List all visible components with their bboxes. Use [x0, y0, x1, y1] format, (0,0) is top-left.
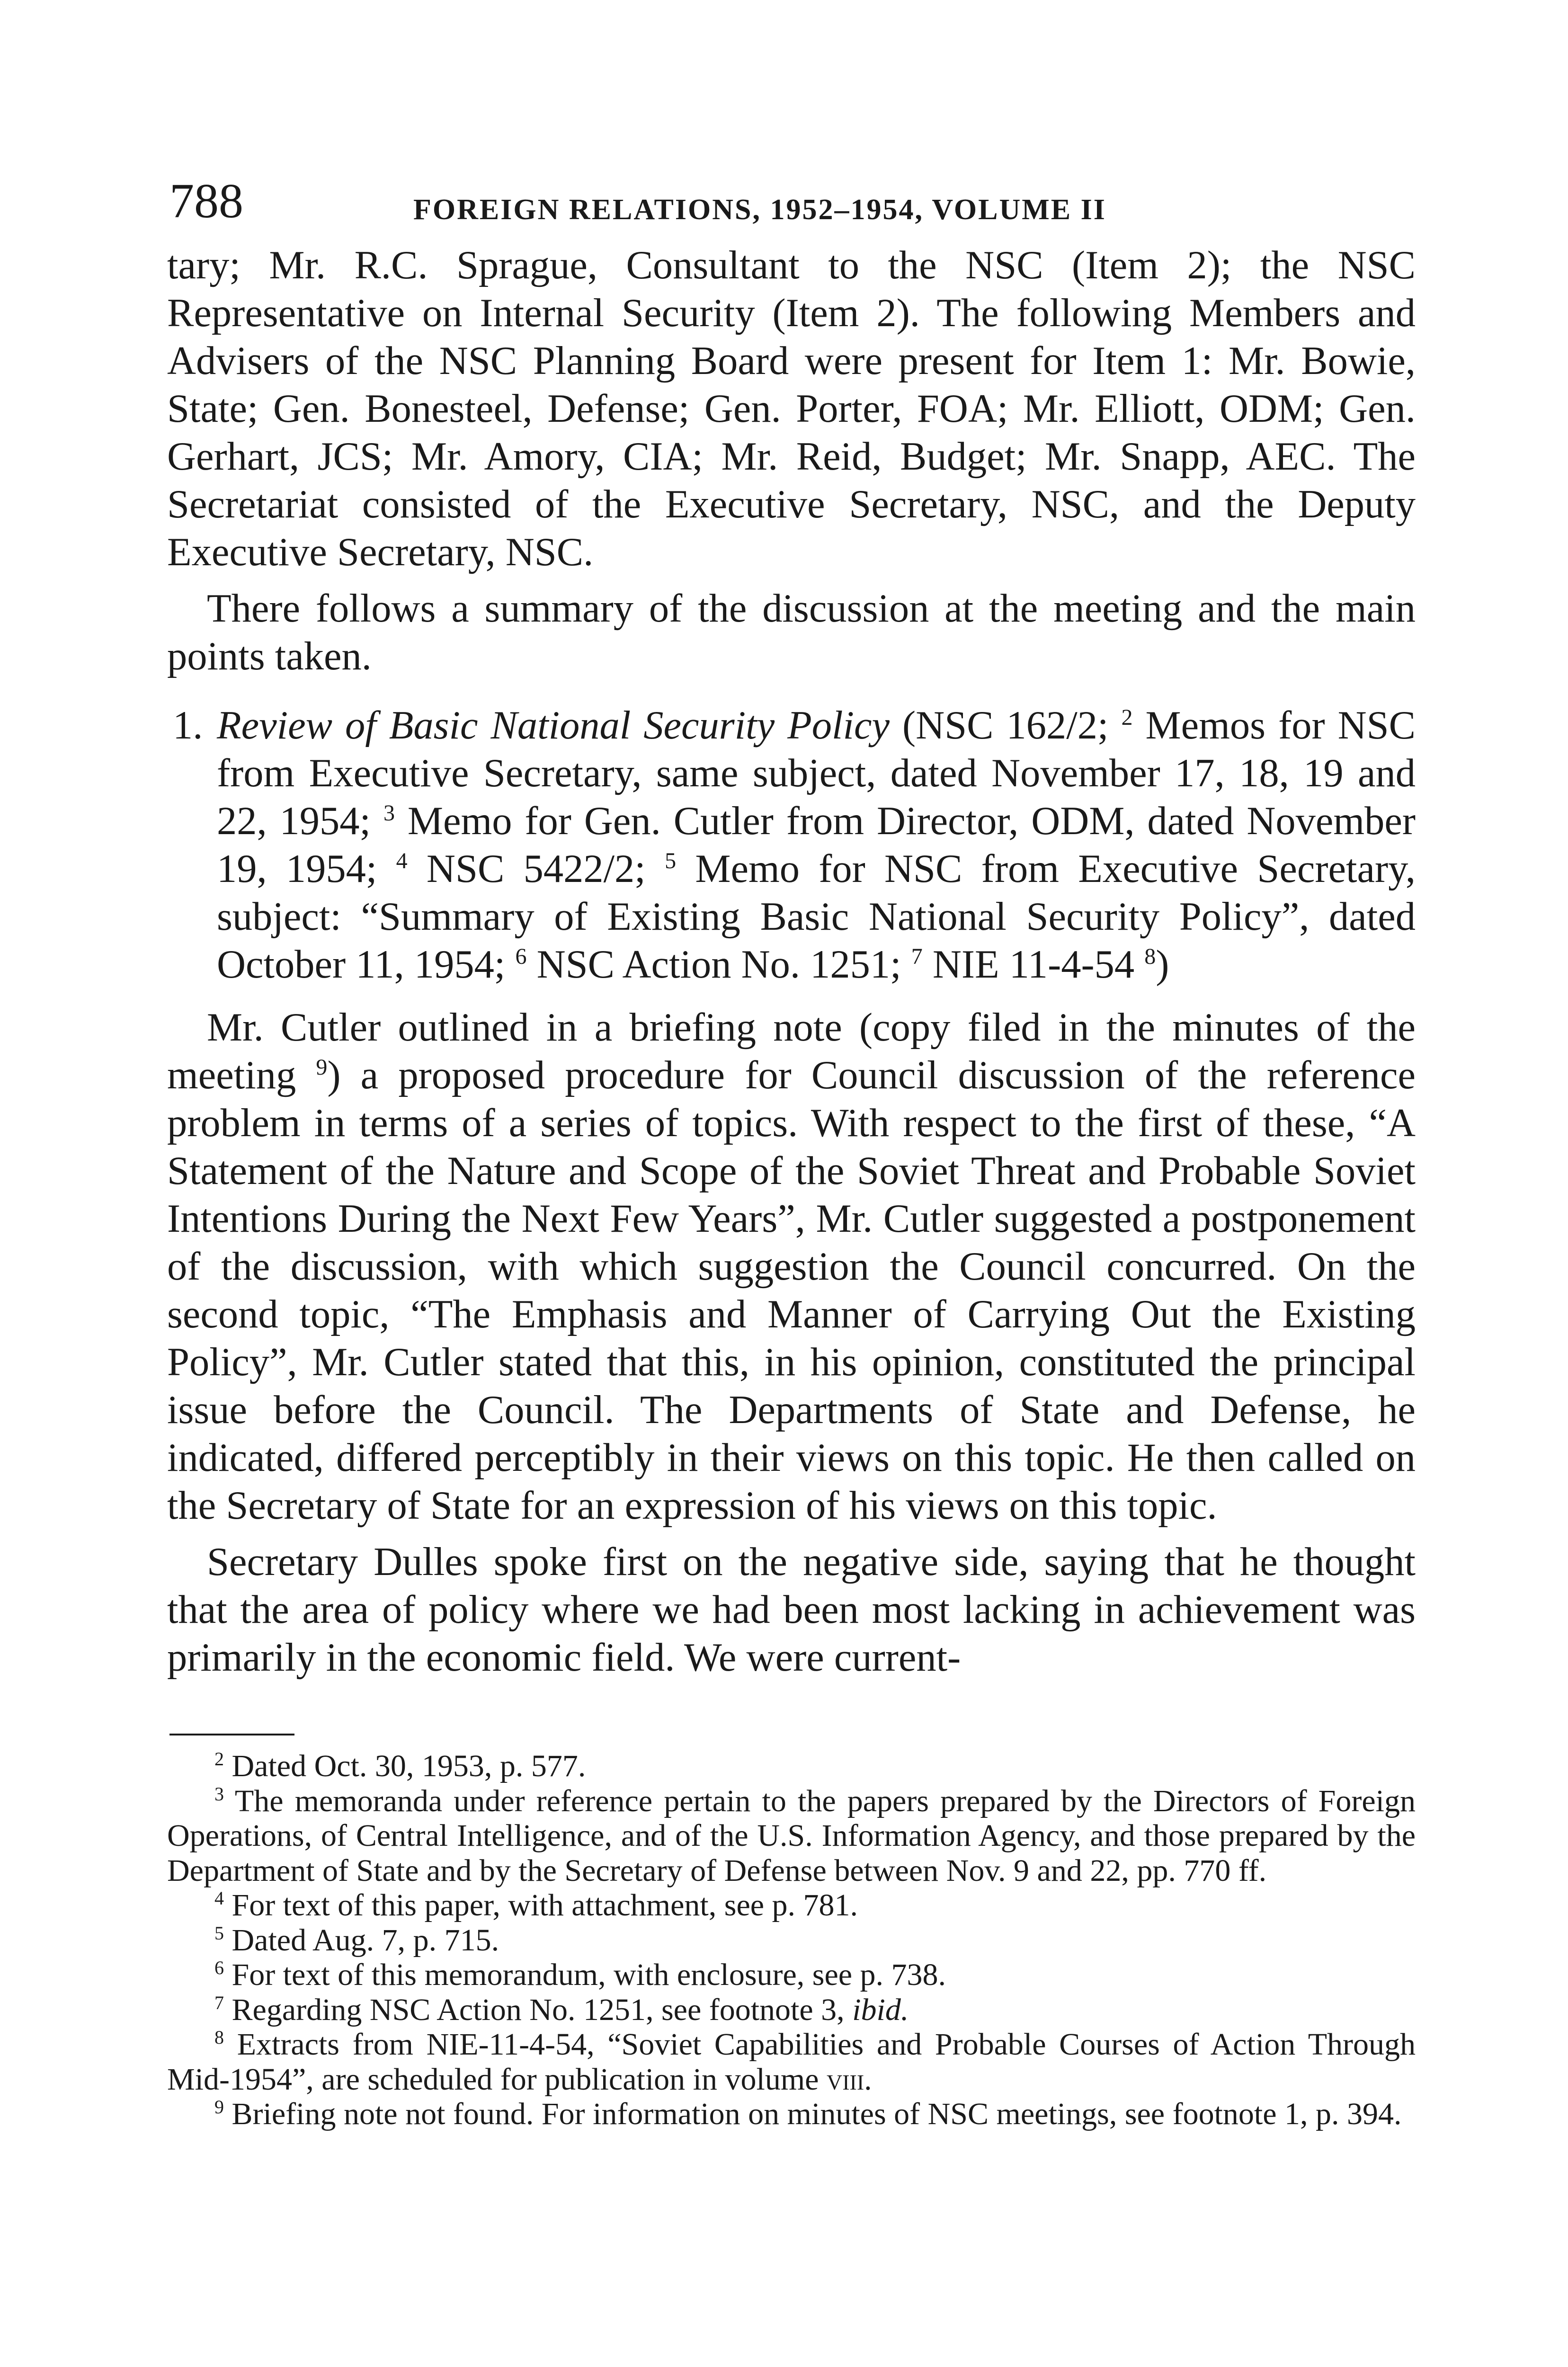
- paragraph-summary-intro: There follows a summary of the discussion at the meeting and the main points taken.: [167, 587, 1416, 678]
- agenda-item-1: [167, 702, 1416, 988]
- body-text: [167, 241, 1416, 1682]
- footnote-ref-6[interactable]: 6: [515, 943, 527, 969]
- text-run: Memos for NSC from Executive Secretary, same subject, dated November 17, 18, 19 and 22, 1954;: [217, 703, 1416, 843]
- footnote-6: [167, 1958, 1416, 1993]
- text-run: NSC Action No. 1251;: [526, 943, 911, 987]
- footnote-number: 3: [214, 1783, 224, 1805]
- footnote-text: Dated Aug. 7, p. 715.: [232, 1922, 499, 1958]
- footnote-volume: viii: [826, 2062, 864, 2097]
- footnote-ref-9[interactable]: 9: [316, 1054, 328, 1080]
- text-run: NSC 5422/2;: [407, 847, 665, 891]
- footnote-number: 9: [214, 2096, 224, 2118]
- footnote-divider: [169, 1734, 294, 1735]
- footnote-number: 7: [214, 1992, 224, 2013]
- footnote-ref-7[interactable]: 7: [911, 943, 923, 969]
- footnotes: [167, 1749, 1416, 2132]
- text-run: (NSC 162/2;: [890, 703, 1122, 747]
- footnote-text: .: [864, 2062, 872, 2097]
- footnote-2: [167, 1749, 1416, 1784]
- text-run: NIE 11-4-54: [922, 943, 1145, 987]
- footnote-ref-4[interactable]: 4: [396, 848, 408, 873]
- footnote-number: 6: [214, 1957, 224, 1978]
- footnote-9: [167, 2097, 1416, 2132]
- footnote-ibid: ibid.: [852, 1992, 909, 2027]
- text-run: ): [1156, 943, 1169, 987]
- footnote-number: 8: [214, 2027, 224, 2048]
- agenda-item-text: [217, 702, 1416, 988]
- paragraph-attendees: tary; Mr. R.C. Sprague, Consultant to the NSC (Item 2); the NSC Representative on Internal Security (Item 2). The following Members and Advisers of the NSC Planning Board were present for Item 1: Mr. Bowie, State; Gen. Bonesteel, Defense; Gen. Porter, FOA; Mr. Elliott, ODM; Gen. Gerhart, JCS; Mr. Amory, CIA; Mr. Reid, Budget; Mr. Snapp, AEC. The Secretariat consisted of the Executive Secretary, NSC, and the Deputy Executive Secretary, NSC.: [167, 243, 1416, 574]
- running-head: [167, 175, 1416, 241]
- footnote-7: [167, 1993, 1416, 2028]
- footnote-text: Dated Oct. 30, 1953, p. 577.: [232, 1749, 586, 1783]
- footnote-5: [167, 1923, 1416, 1958]
- footnote-8: [167, 2027, 1416, 2097]
- text-run: Memo for NSC from Executive Secretary, subject: “Summary of Existing Basic National Security Policy”, dated October 11, 1954;: [217, 847, 1416, 987]
- page-number: 788: [169, 174, 243, 228]
- footnote-text: Briefing note not found. For information on minutes of NSC meetings, see footnote 1, p. 394.: [232, 2097, 1402, 2131]
- footnote-number: 4: [214, 1887, 224, 1909]
- footnote-ref-8[interactable]: 8: [1144, 943, 1156, 969]
- paragraph-cutler: [167, 1004, 1416, 1530]
- footnote-ref-3[interactable]: 3: [383, 800, 395, 826]
- footnote-text: Extracts from NIE-11-4-54, “Soviet Capabilities and Probable Courses of Action Through Mid-1954”, are scheduled for publication in volume: [167, 2027, 1416, 2097]
- footnote-4: [167, 1888, 1416, 1923]
- paragraph-dulles: Secretary Dulles spoke first on the negative side, saying that he thought that the area of policy where we had been most lacking in achievement was primarily in the economic field. We were current-: [167, 1540, 1416, 1680]
- text-run: Memo for Gen. Cutler from Director, ODM, dated November 19, 1954;: [217, 799, 1416, 891]
- footnote-ref-2[interactable]: 2: [1121, 704, 1133, 730]
- footnote-3: [167, 1784, 1416, 1888]
- footnote-number: 2: [214, 1748, 224, 1770]
- footnote-number: 5: [214, 1922, 224, 1944]
- footnote-ref-5[interactable]: 5: [665, 848, 677, 873]
- document-page: [167, 175, 1416, 2132]
- footnote-text: For text of this paper, with attachment, see p. 781.: [232, 1888, 858, 1922]
- footnote-text: The memoranda under reference pertain to the papers prepared by the Directors of Foreign Operations, of Central Intelligence, and of the U.S. Information Agency, and those prepared by the Department of State and by the Secretary of Defense between Nov. 9 and 22, pp. 770 ff.: [167, 1783, 1416, 1888]
- footnote-text: For text of this memorandum, with enclosure, see p. 738.: [232, 1958, 946, 1992]
- header-title: FOREIGN RELATIONS, 1952–1954, VOLUME II: [413, 194, 1106, 226]
- agenda-item-number: 1.: [173, 703, 203, 747]
- agenda-item-title: Review of Basic National Security Policy: [217, 703, 890, 747]
- footnote-text: Regarding NSC Action No. 1251, see footnote 3,: [232, 1992, 853, 2027]
- text-run: Mr. Cutler outlined in a briefing note (copy filed in the minutes of the meeting: [167, 1006, 1416, 1097]
- text-run: ) a proposed procedure for Council discussion of the reference problem in terms of a series of topics. With respect to the first of these, “A Statement of the Nature and Scope of the Soviet Threat and Probable Soviet Intentions During the Next Few Years”, Mr. Cutler suggested a postponement of the discussion, with which suggestion the Council concurred. On the second topic, “The Emphasis and Manner of Carrying Out the Existing Policy”, Mr. Cutler stated that this, in his opinion, constituted the principal issue before the Council. The Departments of State and Defense, he indicated, differed perceptibly in their views on this topic. He then called on the Secretary of State for an expression of his views on this topic.: [167, 1053, 1416, 1528]
